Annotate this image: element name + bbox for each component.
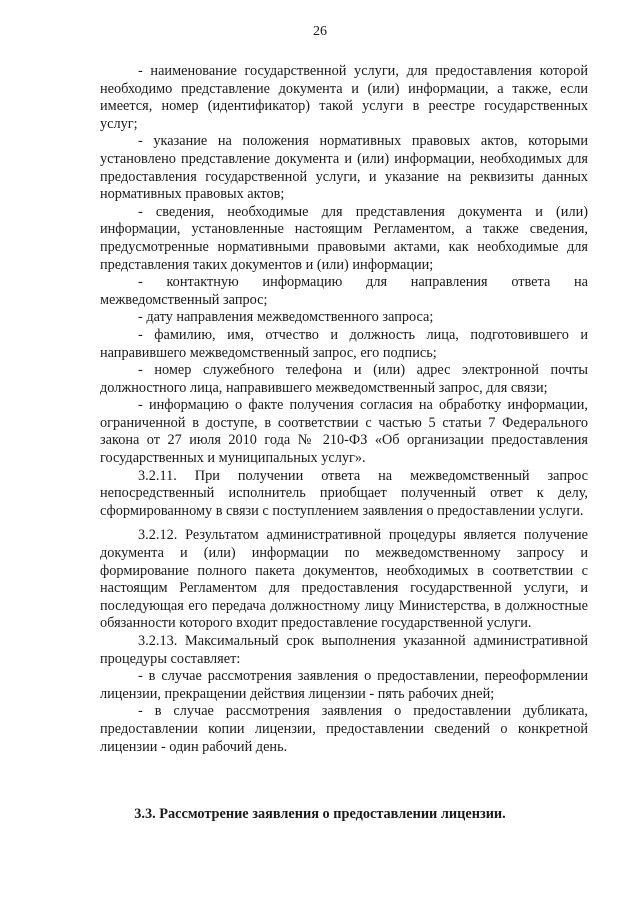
clause-3-2-11: 3.2.11. При получении ответа на межведомственный запрос непосредственный исполнитель приобщает полученный ответ к делу, сформированному в связи с поступлением заявления о предоставлении услуги. bbox=[100, 467, 588, 519]
document-body bbox=[100, 63, 588, 756]
list-item-service-name: - наименование государственной услуги, для предоставления которой необходимо представление документа и (или) информации, а также, если имеется, номер (идентификатор) такой услуги в реестре государственных услуг; bbox=[100, 63, 588, 132]
list-item-request-date: - дату направления межведомственного запроса; bbox=[138, 309, 434, 326]
page-number: 26 bbox=[313, 24, 327, 39]
clause-3-2-12: 3.2.12. Результатом административной процедуры является получение документа и (или) информации по межведомственному запросу и формирование полного пакета документов, необходимых в соответствии с настоящим Регламентом для предоставления государственной услуги, и последующая его передача должностному лицу Министерства, в должностные обязанности которого входит предоставление государственной услуги. bbox=[100, 527, 588, 632]
list-item-five-days: - в случае рассмотрения заявления о предоставлении, переоформлении лицензии, прекращении действия лицензии - пять рабочих дней; bbox=[100, 668, 588, 702]
list-item-legal-acts: - указание на положения нормативных правовых актов, которыми установлено представление документа и (или) информации, необходимых для предоставления государственной услуги, и указание на реквизиты данных нормативных правовых актов; bbox=[100, 133, 588, 203]
list-item-person-name: - фамилию, имя, отчество и должность лица, подготовившего и направившего межведомственный запрос, его подпись; bbox=[100, 326, 588, 361]
section-heading: 3.3. Рассмотрение заявления о предоставлении лицензии. bbox=[134, 806, 506, 822]
list-item-phone-email: - номер служебного телефона и (или) адрес электронной почты должностного лица, направившего межведомственный запрос, для связи; bbox=[100, 362, 588, 396]
clause-3-2-13: 3.2.13. Максимальный срок выполнения указанной административной процедуры составляет: bbox=[100, 633, 588, 667]
list-item-consent-info: - информацию о факте получения согласия на обработку информации, ограниченной в доступе, в соответствии с частью 5 статьи 7 Федерального закона от 27 июля 2010 года № 210-ФЗ «Об организации предоставления государственных и муниципальных услуг». bbox=[100, 397, 588, 467]
list-item-required-info: - сведения, необходимые для представления документа и (или) информации, установленные настоящим Регламентом, а также сведения, предусмотренные нормативными правовыми актами, как необходимые для представления таких документов и (или) информации; bbox=[100, 203, 588, 273]
list-item-one-day: - в случае рассмотрения заявления о предоставлении дубликата, предоставлении копии лицензии, предоставлении сведений о конкретной лицензии - один рабочий день. bbox=[100, 703, 588, 755]
list-item-contact-info: - контактную информацию для направления ответа на межведомственный запрос; bbox=[100, 274, 588, 308]
